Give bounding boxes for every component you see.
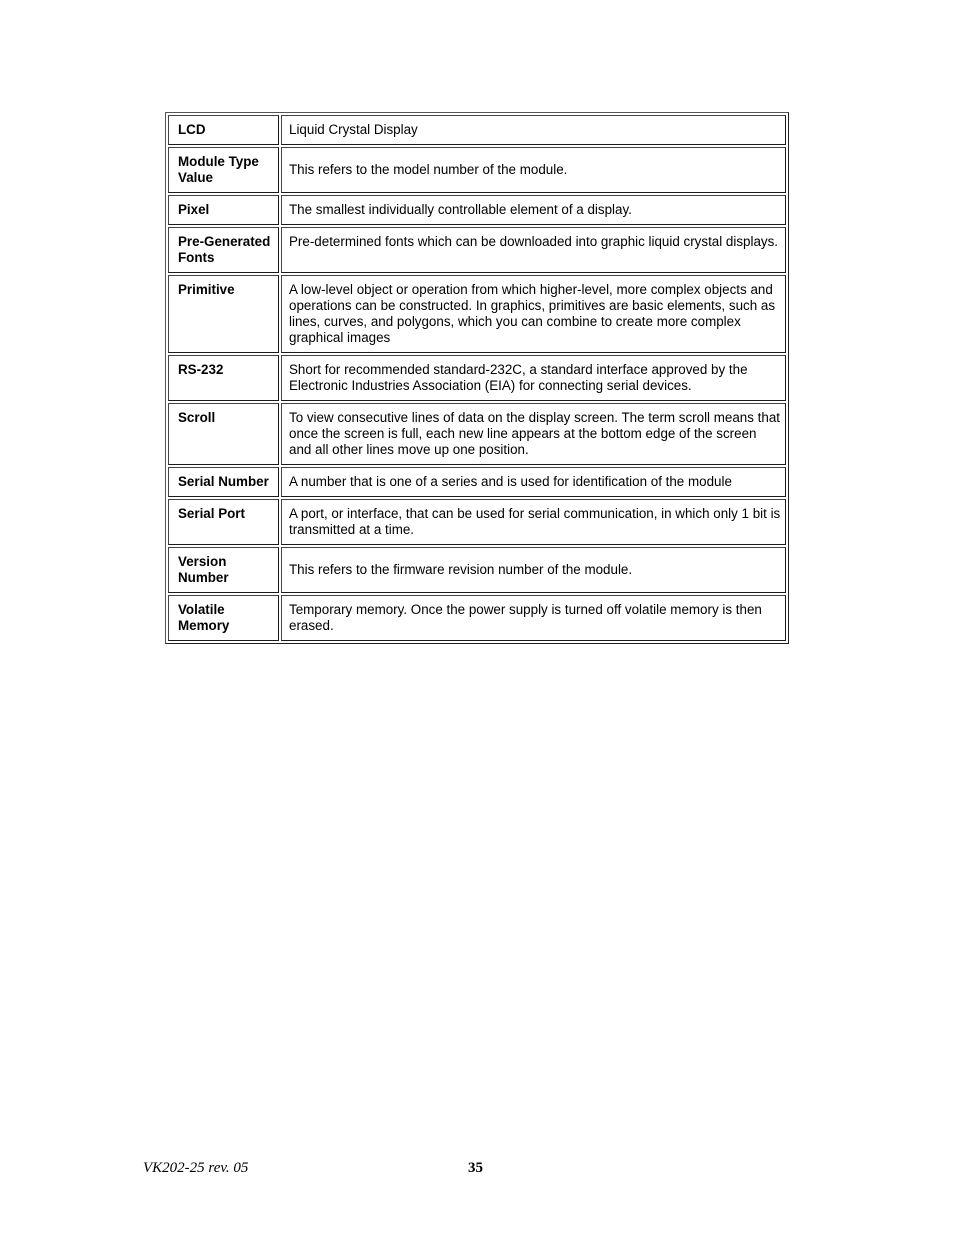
- footer-document-id: VK202-25 rev. 05: [143, 1160, 249, 1176]
- table-row: [168, 147, 786, 193]
- glossary-definition: A low-level object or operation from which higher-level, more complex objects and operations can be constructed. In graphics, primitives are basic elements, such as lines, curves, and polygons, which you can combine to create more complex graphical images: [281, 275, 786, 353]
- glossary-term: Serial Port: [168, 499, 279, 545]
- glossary-definition: A port, or interface, that can be used for serial communication, in which only 1 bit is transmitted at a time.: [281, 499, 786, 545]
- table-row: [168, 547, 786, 593]
- table-row: [168, 195, 786, 225]
- glossary-definition: This refers to the model number of the module.: [281, 147, 786, 193]
- glossary-term: Pixel: [168, 195, 279, 225]
- glossary-definition: To view consecutive lines of data on the display screen. The term scroll means that once the screen is full, each new line appears at the bottom edge of the screen and all other lines move up one position.: [281, 403, 786, 465]
- glossary-definition: The smallest individually controllable element of a display.: [281, 195, 786, 225]
- glossary-term: RS-232: [168, 355, 279, 401]
- glossary-term: Pre-Generated Fonts: [168, 227, 279, 273]
- glossary-term: Volatile Memory: [168, 595, 279, 641]
- glossary-definition: Short for recommended standard-232C, a standard interface approved by the Electronic Industries Association (EIA) for connecting serial devices.: [281, 355, 786, 401]
- table-row: [168, 499, 786, 545]
- glossary-definition: This refers to the firmware revision number of the module.: [281, 547, 786, 593]
- glossary-term: Scroll: [168, 403, 279, 465]
- table-row: [168, 115, 786, 145]
- table-row: [168, 403, 786, 465]
- glossary-term: Version Number: [168, 547, 279, 593]
- glossary-definition: Temporary memory. Once the power supply is turned off volatile memory is then erased.: [281, 595, 786, 641]
- table-row: [168, 275, 786, 353]
- table-row: [168, 355, 786, 401]
- glossary-term: Primitive: [168, 275, 279, 353]
- glossary-term: LCD: [168, 115, 279, 145]
- glossary-term: Module Type Value: [168, 147, 279, 193]
- glossary-term: Serial Number: [168, 467, 279, 497]
- table-row: [168, 227, 786, 273]
- glossary-table-container: [165, 112, 789, 644]
- glossary-definition: Pre-determined fonts which can be downloaded into graphic liquid crystal displays.: [281, 227, 786, 273]
- glossary-definition: A number that is one of a series and is used for identification of the module: [281, 467, 786, 497]
- table-row: [168, 595, 786, 641]
- glossary-table: [165, 112, 789, 644]
- footer-page-number: 35: [468, 1160, 483, 1176]
- table-row: [168, 467, 786, 497]
- glossary-definition: Liquid Crystal Display: [281, 115, 786, 145]
